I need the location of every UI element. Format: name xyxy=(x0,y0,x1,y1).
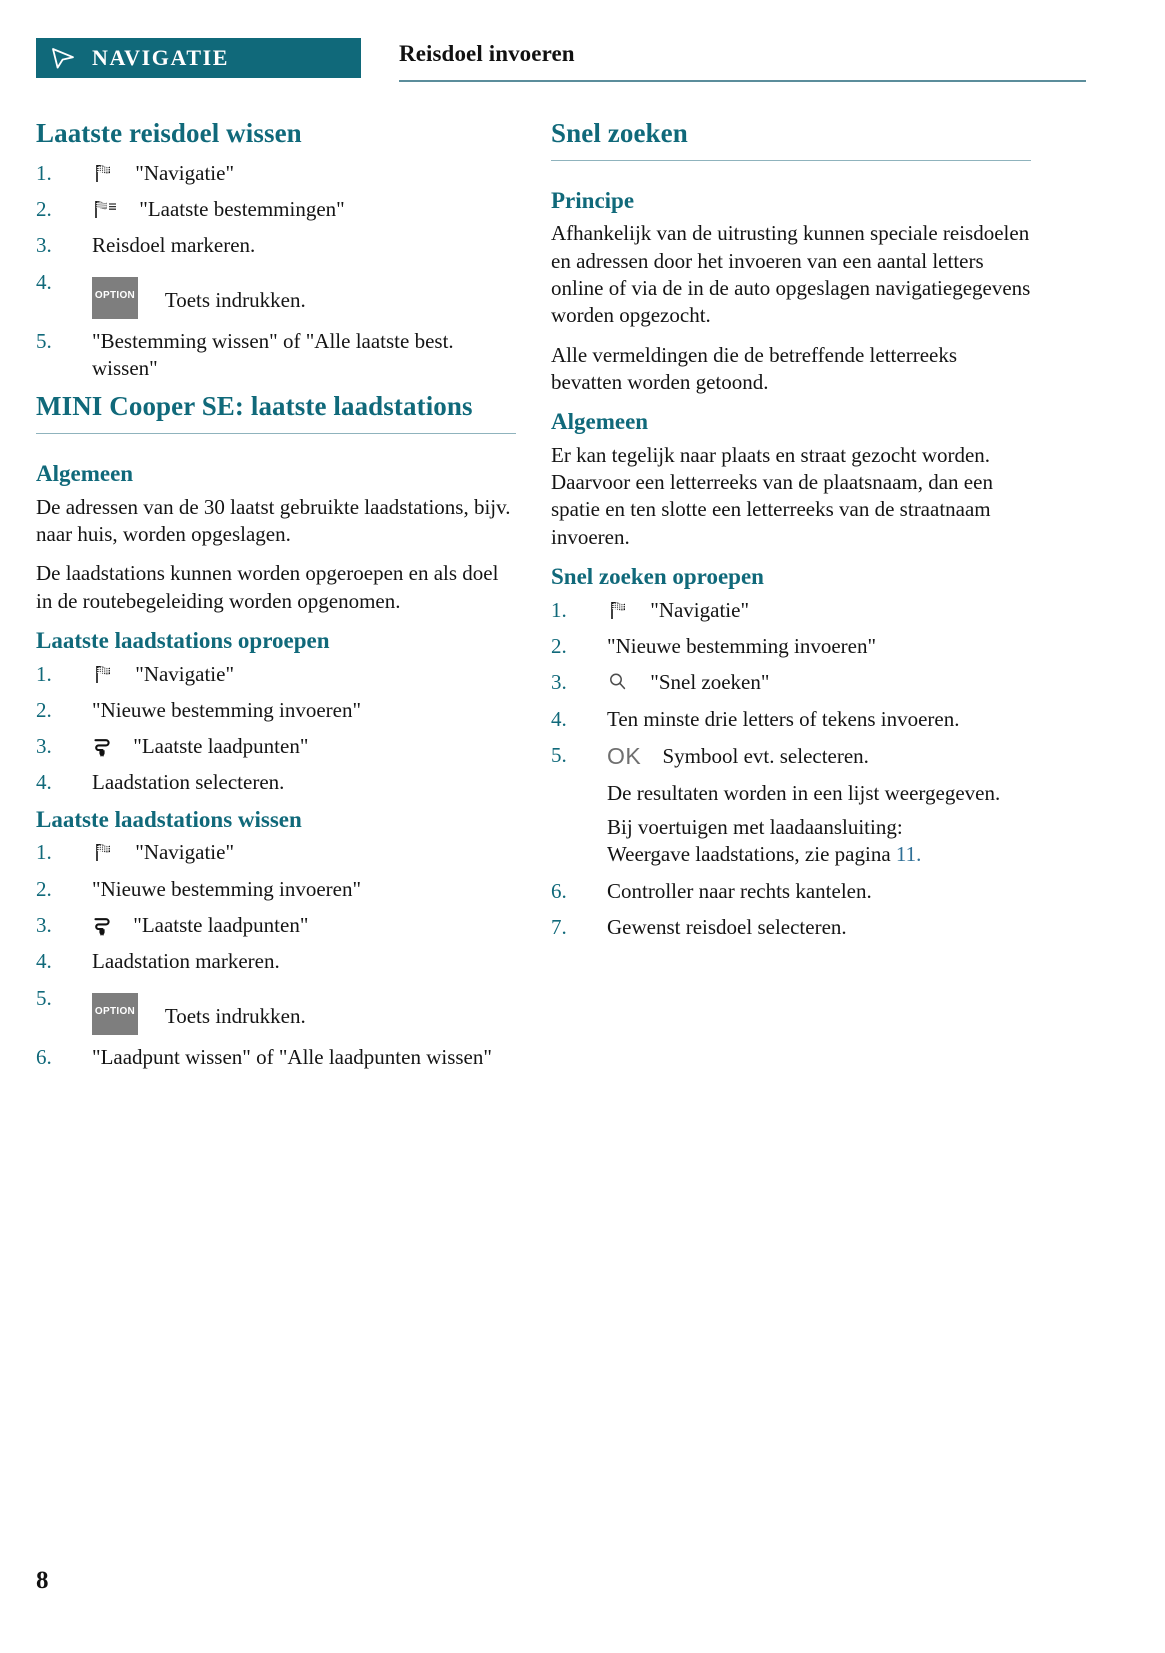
list-item xyxy=(36,769,516,796)
charging-plug-icon xyxy=(92,914,112,936)
step-number: 3. xyxy=(551,670,567,695)
page-reference-link[interactable]: 11. xyxy=(895,842,922,867)
list-item xyxy=(36,1044,516,1071)
magnifier-icon xyxy=(607,671,629,693)
option-key-label: OPTION xyxy=(94,289,136,301)
checkered-flag-list-icon xyxy=(92,198,118,220)
step-extra-text: De resultaten worden in een lijst weergegeven. xyxy=(607,780,1001,805)
list-item xyxy=(551,633,1031,660)
ok-symbol-icon: OK xyxy=(607,742,642,769)
list-item xyxy=(36,912,516,939)
list-item xyxy=(36,839,516,866)
step-number: 4. xyxy=(36,949,52,974)
step-number: 2. xyxy=(36,697,52,722)
step-text: Controller naar rechts kantelen. xyxy=(607,878,872,903)
step-text: "Navigatie" xyxy=(135,661,235,686)
section-heading-mini-cooper-se: MINI Cooper SE: laatste laadstations xyxy=(36,391,516,434)
list-item xyxy=(551,706,1031,733)
navigation-arrow-icon xyxy=(50,45,76,71)
list-item xyxy=(551,597,1031,624)
step-number: 2. xyxy=(551,633,567,658)
steps-laatste-reisdoel-wissen xyxy=(36,160,516,382)
step-text: "Laatste laadpunten" xyxy=(133,734,309,759)
charging-plug-icon xyxy=(92,735,112,757)
option-key-icon xyxy=(92,993,138,1035)
step-number: 5. xyxy=(551,742,567,767)
step-number: 1. xyxy=(36,840,52,865)
step-text: Ten minste drie letters of tekens invoeren. xyxy=(607,706,960,731)
chapter-label: NAVIGATIE xyxy=(92,45,230,70)
step-number: 5. xyxy=(36,328,52,353)
step-extra-text xyxy=(607,814,1031,869)
section-heading-snel-zoeken: Snel zoeken xyxy=(551,118,1031,161)
step-text: "Bestemming wissen" of "Alle laatste best. wissen" xyxy=(92,328,454,381)
step-text: Symbool evt. selecteren. xyxy=(662,743,869,768)
step-text: Toets indrukken. xyxy=(164,287,306,312)
subheading-laatste-laadstations-wissen: Laatste laadstations wissen xyxy=(36,806,302,832)
list-item xyxy=(36,661,516,688)
step-text: "Navigatie" xyxy=(135,160,235,185)
step-text: Laadstation selecteren. xyxy=(92,770,285,795)
step-number: 4. xyxy=(36,770,52,795)
subheading-algemeen-right: Algemeen xyxy=(551,409,649,435)
step-number: 3. xyxy=(36,734,52,759)
paragraph: Er kan tegelijk naar plaats en straat gezocht worden. Daarvoor een letterreeks van de plaatsnaam, dan een spatie en ten slotte een letterreeks van de straatnaam invoeren. xyxy=(551,442,993,549)
step-text: "Nieuwe bestemming invoeren" xyxy=(92,697,362,722)
step-text: "Laatste bestemmingen" xyxy=(139,197,345,222)
list-item xyxy=(36,985,516,1035)
step-number: 1. xyxy=(36,160,52,185)
list-item xyxy=(36,269,516,319)
left-column xyxy=(36,118,516,1080)
checkered-flag-icon xyxy=(92,663,114,685)
step-number: 2. xyxy=(36,876,52,901)
list-item xyxy=(551,742,1031,869)
header-rule xyxy=(399,80,1086,82)
list-item xyxy=(36,196,516,223)
step-text: "Nieuwe bestemming invoeren" xyxy=(607,633,877,658)
steps-laatste-laadstations-wissen xyxy=(36,839,516,1070)
checkered-flag-icon xyxy=(607,599,629,621)
list-item xyxy=(36,160,516,187)
subheading-principe: Principe xyxy=(551,187,635,213)
step-text: "Nieuwe bestemming invoeren" xyxy=(92,876,362,901)
step-number: 2. xyxy=(36,197,52,222)
step-number: 6. xyxy=(551,878,567,903)
step-text: "Laadpunt wissen" of "Alle laadpunten wissen" xyxy=(92,1044,492,1069)
subheading-snel-zoeken-oproepen: Snel zoeken oproepen xyxy=(551,564,764,590)
subheading-laatste-laadstations-oproepen: Laatste laadstations oproepen xyxy=(36,627,330,653)
step-number: 7. xyxy=(551,914,567,939)
step-extra-line1: Bij voertuigen met laadaansluiting: xyxy=(607,814,903,839)
paragraph: Alle vermeldingen die de betreffende letterreeks bevatten worden getoond. xyxy=(551,342,958,394)
step-number: 3. xyxy=(36,233,52,258)
step-text: "Snel zoeken" xyxy=(650,670,770,695)
list-item xyxy=(36,876,516,903)
list-item xyxy=(36,232,516,259)
step-text: "Navigatie" xyxy=(650,597,750,622)
list-item xyxy=(36,697,516,724)
page-header xyxy=(36,38,1086,82)
list-item xyxy=(36,733,516,760)
step-extra-line2: Weergave laadstations, zie pagina xyxy=(607,842,896,867)
list-item xyxy=(551,669,1031,696)
section-heading-laatste-reisdoel-wissen: Laatste reisdoel wissen xyxy=(36,118,302,148)
step-number: 1. xyxy=(36,661,52,686)
step-text: Toets indrukken. xyxy=(164,1003,306,1028)
steps-laatste-laadstations-oproepen xyxy=(36,661,516,797)
step-text: "Navigatie" xyxy=(135,840,235,865)
step-text: Reisdoel markeren. xyxy=(92,233,256,258)
paragraph: De laadstations kunnen worden opgeroepen en als doel in de routebegeleiding worden opgenomen. xyxy=(36,561,499,613)
step-number: 4. xyxy=(36,269,52,294)
step-number: 3. xyxy=(36,912,52,937)
paragraph: Afhankelijk van de uitrusting kunnen speciale reisdoelen en adressen door het invoeren van een aantal letters online of via de in de auto opgeslagen navigatiegegevens worden opgezocht. xyxy=(551,221,1031,328)
list-item xyxy=(551,878,1031,905)
checkered-flag-icon xyxy=(92,841,114,863)
step-number: 5. xyxy=(36,985,52,1010)
list-item xyxy=(36,328,516,383)
step-text: "Laatste laadpunten" xyxy=(133,912,309,937)
step-number: 4. xyxy=(551,706,567,731)
steps-snel-zoeken-oproepen xyxy=(551,597,1031,942)
paragraph: De adressen van de 30 laatst gebruikte laadstations, bijv. naar huis, worden opgeslagen. xyxy=(36,494,511,547)
step-text: Laadstation markeren. xyxy=(92,949,280,974)
step-number: 6. xyxy=(36,1044,52,1069)
step-text: Gewenst reisdoel selecteren. xyxy=(607,914,847,939)
page-title: Reisdoel invoeren xyxy=(399,41,575,66)
list-item xyxy=(36,948,516,975)
chapter-chip xyxy=(36,38,361,78)
page-number: 8 xyxy=(36,1567,49,1594)
list-item xyxy=(551,914,1031,941)
option-key-icon xyxy=(92,277,138,319)
checkered-flag-icon xyxy=(92,162,114,184)
right-column xyxy=(551,118,1031,950)
subheading-algemeen-left: Algemeen xyxy=(36,461,134,487)
option-key-label: OPTION xyxy=(94,1005,136,1017)
step-number: 1. xyxy=(551,597,567,622)
